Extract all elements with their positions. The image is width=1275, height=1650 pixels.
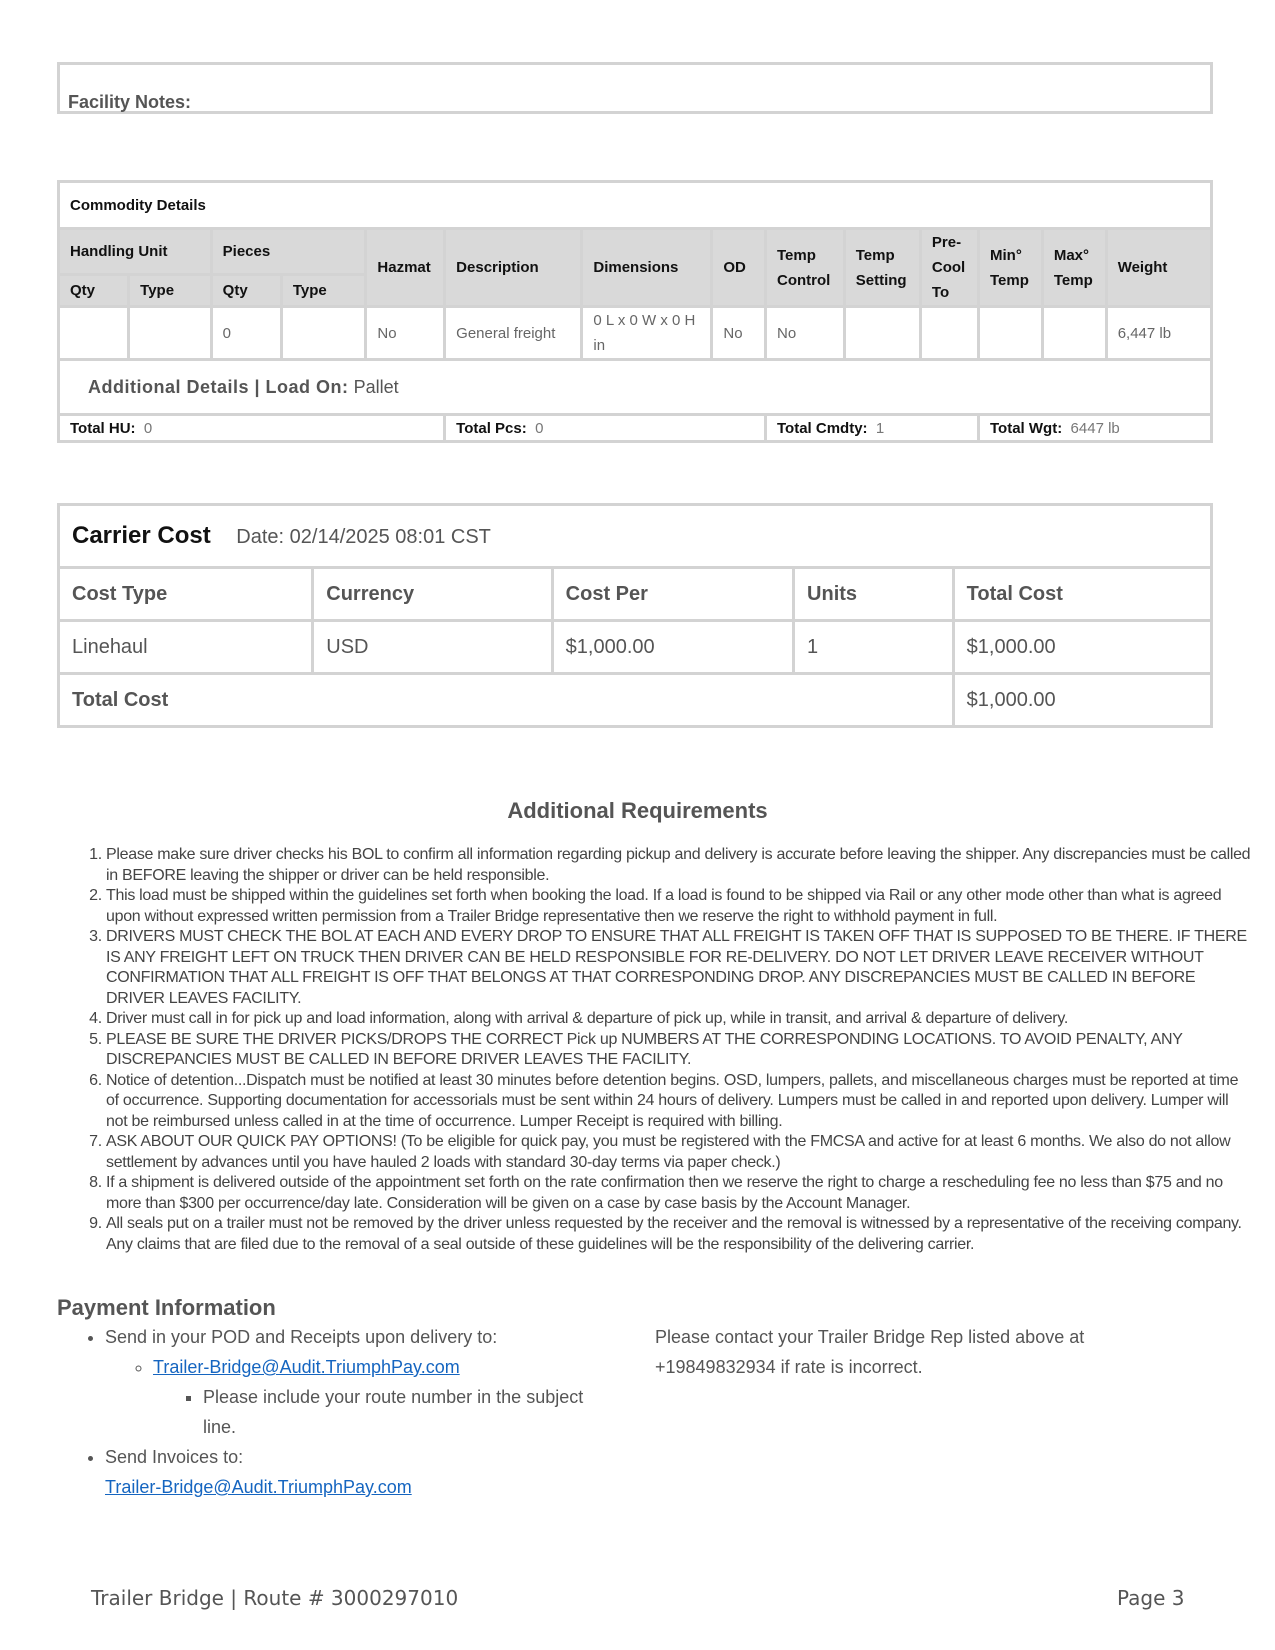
facility-notes-label: Facility Notes: [68, 92, 192, 112]
cell-hu-qty [59, 307, 129, 360]
table-row [59, 621, 1212, 674]
header-hu-type: Type [129, 275, 212, 307]
list-item: 3. DRIVERS MUST CHECK THE BOL AT EACH AND EVERY DROP TO ENSURE THAT ALL FREIGHT IS TAKEN OFF THAT IS SUPPOSED TO BE THERE. IF THERE IS ANY FREIGHT LEFT ON TRUCK THEN DRIVER CAN BE HELD RESPONSIBLE FOR RE-DELIVERY. DO NOT LET DRIVER LEAVE RECEIVER WITHOUT CONFIRMATION THAT ALL FREIGHT IS OFF THAT BELONGS AT THAT CORRESPONDING DROP. ANY DISCREPANCIES MUST BE CALLED IN BEFORE DRIVER LEAVES FACILITY. [106, 927, 1251, 1009]
cell-hazmat: No [366, 307, 445, 360]
total-pcs [445, 415, 766, 442]
total-cost-label: Total Cost [59, 674, 954, 727]
total-cmdty-value: 1 [875, 419, 885, 437]
header-weight: Weight [1106, 229, 1211, 307]
total-pcs-label: Total Pcs: [456, 419, 527, 437]
list-item: 8. If a shipment is delivered outside of the appointment set forth on the rate confirmation then we reserve the right to charge a rescheduling fee no less than $75 and no more than $300 per occurrence/day late. Consideration will be given on a case by case basis by the Account Manager. [106, 1173, 1251, 1214]
list-item: 5. PLEASE BE SURE THE DRIVER PICKS/DROPS THE CORRECT Pick up NUMBERS AT THE CORRESPONDING LOCATIONS. TO AVOID PENALTY, ANY DISCREPANCIES MUST BE CALLED IN BEFORE DRIVER LEAVES THE FACILITY. [106, 1030, 1251, 1071]
footer-route: Trailer Bridge | Route # 3000297010 [91, 1586, 459, 1610]
header-hu-qty: Qty [59, 275, 129, 307]
cell-temp-setting [844, 307, 920, 360]
header-hazmat: Hazmat [366, 229, 445, 307]
cell-cost-per: $1,000.00 [552, 621, 793, 674]
list-item: 7. ASK ABOUT OUR QUICK PAY OPTIONS! (To be eligible for quick pay, you must be registered with the FMCSA and active for at least 6 months. We also do not allow settlement by advances until you have hauled 2 loads with standard 30-day terms via paper check.) [106, 1132, 1251, 1173]
header-pieces: Pieces [211, 229, 366, 275]
header-temp-control: Temp Control [766, 229, 845, 307]
additional-details-value: Pallet [353, 376, 399, 397]
payment-information-title: Payment Information [57, 1295, 276, 1320]
header-max-temp: Max° Temp [1042, 229, 1106, 307]
cell-total-cost: $1,000.00 [953, 621, 1211, 674]
total-pcs-value: 0 [535, 419, 544, 437]
header-min-temp: Min° Temp [979, 229, 1043, 307]
requirements-list [68, 845, 1251, 1255]
facility-notes-box [57, 62, 1213, 114]
cell-pcs-type [281, 307, 366, 360]
header-description: Description [445, 229, 582, 307]
additional-details-label: Additional Details | Load On: [88, 376, 349, 397]
total-wgt-label: Total Wgt: [990, 419, 1063, 437]
cell-pcs-qty: 0 [211, 307, 281, 360]
invoices-text: Send Invoices to: [105, 1447, 244, 1467]
total-wgt-value: 6447 lb [1070, 419, 1120, 437]
header-pcs-qty: Qty [211, 275, 281, 307]
cell-pre-cool-to [920, 307, 978, 360]
list-item: 9. All seals put on a trailer must not be removed by the driver unless requested by the receiver and the removal is witnessed by a representative of the receiving company. Any claims that are filed due to the removal of a seal outside of these guidelines will be the responsibility of the delivering carrier. [106, 1214, 1251, 1255]
cell-temp-control: No [766, 307, 845, 360]
total-hu [59, 415, 445, 442]
cell-description: General freight [445, 307, 582, 360]
header-total-cost: Total Cost [953, 568, 1211, 621]
list-item: 1. Please make sure driver checks his BOL to confirm all information regarding pickup and delivery is accurate before leaving the shipper. Any discrepancies must be called in BEFORE leaving the shipper or driver can be held responsible. [106, 845, 1251, 886]
carrier-cost-header [59, 505, 1212, 568]
cell-max-temp [1042, 307, 1106, 360]
header-od: OD [712, 229, 766, 307]
total-cmdty-label: Total Cmdty: [777, 419, 868, 437]
header-cost-per: Cost Per [552, 568, 793, 621]
list-item: 6. Notice of detention...Dispatch must be notified at least 30 minutes before detention begins. OSD, lumpers, pallets, and miscellaneous charges must be reported at time of occurrence. Supporting documentation for accessorials must be sent within 24 hours of delivery. Lumpers must be called in and reported upon delivery. Lumper will not be reimbursed unless called in at the time of occurrence. Lumper Receipt is required with billing. [106, 1071, 1251, 1133]
header-handling-unit: Handling Unit [59, 229, 212, 275]
header-cost-type: Cost Type [59, 568, 313, 621]
subject-note: ▪ Please include your route number in the subject line. [203, 1382, 617, 1442]
cell-od: No [712, 307, 766, 360]
carrier-cost-title: Carrier Cost [72, 522, 211, 549]
invoices-email-link[interactable]: Trailer-Bridge@Audit.TriumphPay.com [105, 1477, 412, 1497]
list-item: 2. This load must be shipped within the guidelines set forth when booking the load. If a load is found to be shipped via Rail or any other mode other than what is agreed upon without expressed written permission from a Trailer Bridge representative then we reserve the right to withhold payment in full. [106, 886, 1251, 927]
cell-hu-type [129, 307, 212, 360]
page-number: Page 3 [1117, 1586, 1185, 1610]
header-pre-cool-to: Pre-Cool To [920, 229, 978, 307]
additional-details [59, 360, 1212, 415]
contact-rep-text: Please contact your Trailer Bridge Rep listed above at +19849832934 if rate is incorrect. [655, 1327, 1085, 1377]
additional-requirements-title: Additional Requirements [507, 798, 768, 823]
pod-text: Send in your POD and Receipts upon delivery to: [105, 1327, 498, 1347]
cell-cost-type: Linehaul [59, 621, 313, 674]
header-currency: Currency [313, 568, 552, 621]
list-item: 4. Driver must call in for pick up and load information, along with arrival & departure of pick up, while in transit, and arrival & departure of delivery. [106, 1009, 1251, 1030]
total-cost-value: $1,000.00 [953, 674, 1211, 727]
header-pcs-type: Type [281, 275, 366, 307]
cell-dimensions: 0 L x 0 W x 0 H in [582, 307, 712, 360]
commodity-details-table [57, 180, 1213, 443]
header-units: Units [794, 568, 954, 621]
header-dimensions: Dimensions [582, 229, 712, 307]
list-item [105, 1322, 617, 1442]
list-item [153, 1352, 617, 1442]
commodity-details-title: Commodity Details [59, 182, 1212, 229]
total-hu-value: 0 [143, 419, 153, 437]
header-temp-setting: Temp Setting [844, 229, 920, 307]
list-item [105, 1442, 617, 1502]
total-wgt [979, 415, 1212, 442]
cell-currency: USD [313, 621, 552, 674]
cell-units: 1 [794, 621, 954, 674]
cell-weight: 6,447 lb [1106, 307, 1211, 360]
total-cmdty [766, 415, 979, 442]
total-hu-label: Total HU: [70, 419, 136, 437]
carrier-cost-table [57, 503, 1213, 728]
pod-email-link[interactable]: Trailer-Bridge@Audit.TriumphPay.com [153, 1357, 460, 1377]
payment-instructions [57, 1322, 617, 1502]
cell-min-temp [979, 307, 1043, 360]
table-row [59, 307, 1212, 360]
carrier-cost-date: Date: 02/14/2025 08:01 CST [236, 526, 491, 548]
